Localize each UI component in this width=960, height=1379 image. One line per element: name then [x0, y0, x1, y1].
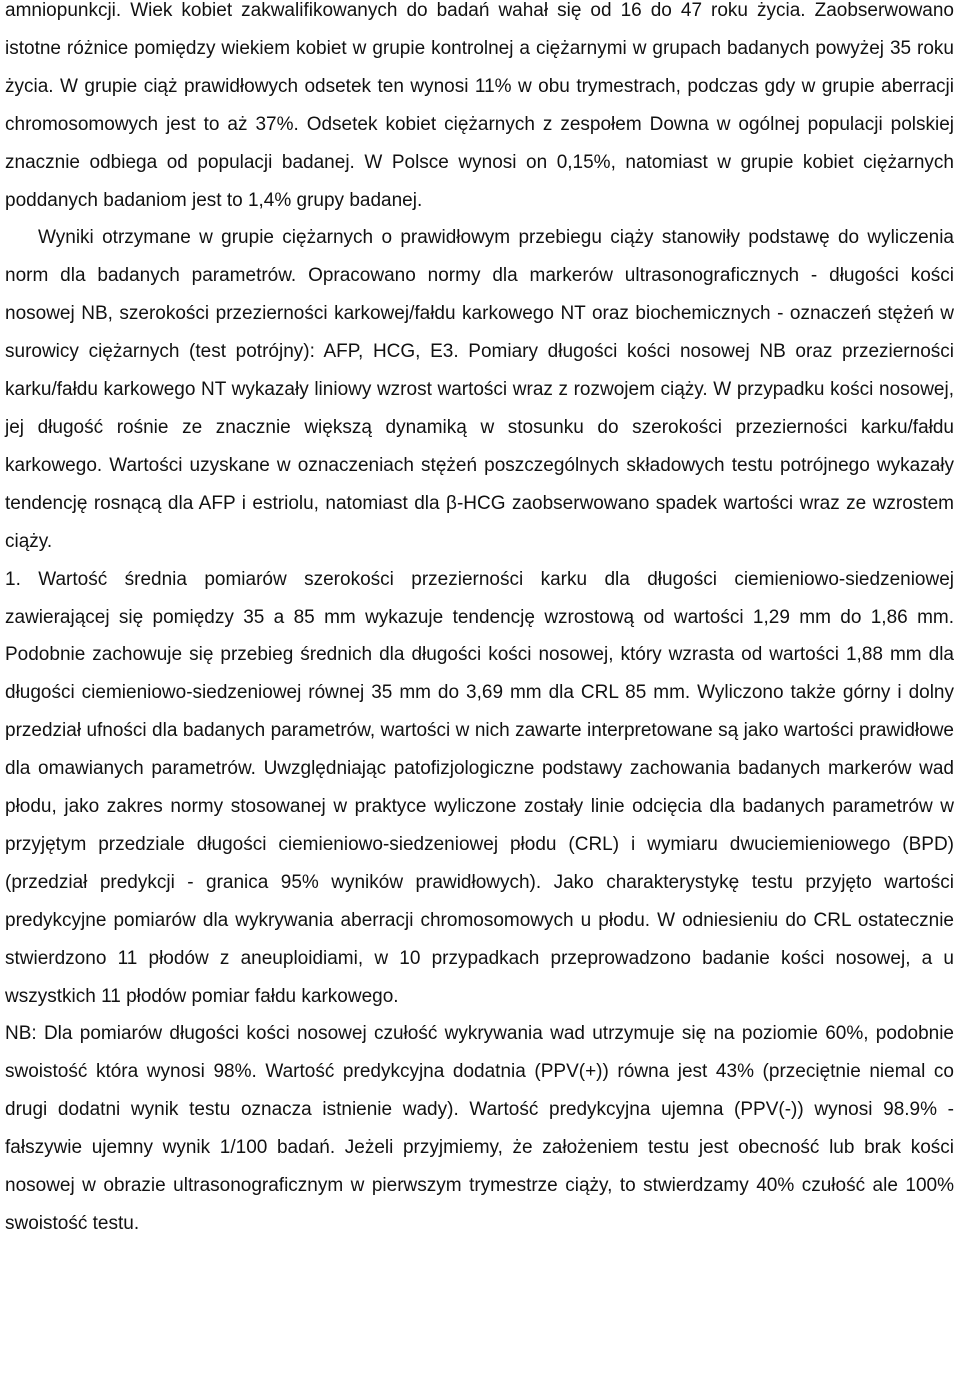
paragraph-measurement-results: 1. Wartość średnia pomiarów szerokości przezierności karku dla długości ciemieniowo-siedzeniowej zawierającej się pomiędzy 35 a 85 mm wykazuje tendencję wzrostową od wartości 1,29 mm do 1,86 mm. Podobnie zachowuje się przebieg średnich dla długości kości nosowej, który wzrasta od wartości 1,88 mm dla długości ciemieniowo-siedzeniowej równej 35 mm do 3,69 mm dla CRL 85 mm. Wyliczono także górny i dolny przedział ufności dla badanych parametrów, wartości w nich zawarte interpretowane są jako wartości prawidłowe dla omawianych parametrów. Uwzględniając patofizjologiczne podstawy zachowania badanych markerów wad płodu, jako zakres normy stosowanej w praktyce wyliczone zostały linie odcięcia dla badanych parametrów w przyjętym przedziale długości ciemieniowo-siedzeniowej płodu (CRL) i wymiaru dwuciemieniowego (BPD) (przedział predykcji - granica 95% wyników prawidłowych). Jako charakterystykę testu przyjęto wartości predykcyjne pomiarów dla wykrywania aberracji chromosomowych u płodu. W odniesieniu do CRL ostatecznie stwierdzono 11 płodów z aneuploidiami, w 10 przypadkach przeprowadzono badanie kości nosowej, a u wszystkich 11 płodów pomiar fałdu karkowego. — [5, 568, 954, 1007]
paragraph-nasal-bone-test-characteristics: NB: Dla pomiarów długości kości nosowej czułość wykrywania wad utrzymuje się na poziomie 60%, podobnie swoistość która wynosi 98%. Wartość predykcyjna dodatnia (PPV(+)) równa jest 43% (przeciętnie niemal co drugi dodatni wynik testu oznacza istnienie wady). Wartość predykcyjna ujemna (PPV(-)) wynosi 98.9% - fałszywie ujemny wynik 1/100 badań. Jeżeli przyjmiemy, że założeniem testu jest obecność lub brak kości nosowej w obrazie ultrasonograficznym w pierwszym trymestrze ciąży, to stwierdzamy 40% czułość ale 100% swoistość testu. — [5, 1023, 954, 1234]
paragraph-norms-development: Wyniki otrzymane w grupie ciężarnych o prawidłowym przebiegu ciąży stanowiły podstawę do wyliczenia norm dla badanych parametrów. Opracowano normy dla markerów ultrasonograficznych - długości kości nosowej NB, szerokości przezierności karkowej/fałdu karkowego NT oraz biochemicznych - oznaczeń stężeń w surowicy ciężarnych (test potrójny): AFP, HCG, E3. Pomiary długości kości nosowej NB oraz przezierności karku/fałdu karkowego NT wykazały liniowy wzrost wartości wraz z rozwojem ciąży. W przypadku kości nosowej, jej długość rośnie ze znacznie większą dynamiką w stosunku do szerokości przezierności karku/fałdu karkowego. Wartości uzyskane w oznaczeniach stężeń poszczególnych składowych testu potrójnego wykazały tendencję rosnącą dla AFP i estriolu, natomiast dla β-HCG zaobserwowano spadek wartości wraz ze wzrostem ciąży. — [5, 227, 954, 552]
paragraph-patient-age-statistics: amniopunkcji. Wiek kobiet zakwalifikowanych do badań wahał się od 16 do 47 roku życia. Zaobserwowano istotne różnice pomiędzy wiekiem kobiet w grupie kontrolnej a ciężarnymi w grupach badanych powyżej 35 roku życia. W grupie ciąż prawidłowych odsetek ten wynosi 11% w obu trymestrach, podczas gdy w grupie aberracji chromosomowych jest to aż 37%. Odsetek kobiet ciężarnych z zespołem Downa w ogólnej populacji polskiej znacznie odbiega od populacji badanej. W Polsce wynosi on 0,15%, natomiast w grupie kobiet ciężarnych poddanych badaniom jest to 1,4% grupy badanej. — [5, 0, 954, 211]
